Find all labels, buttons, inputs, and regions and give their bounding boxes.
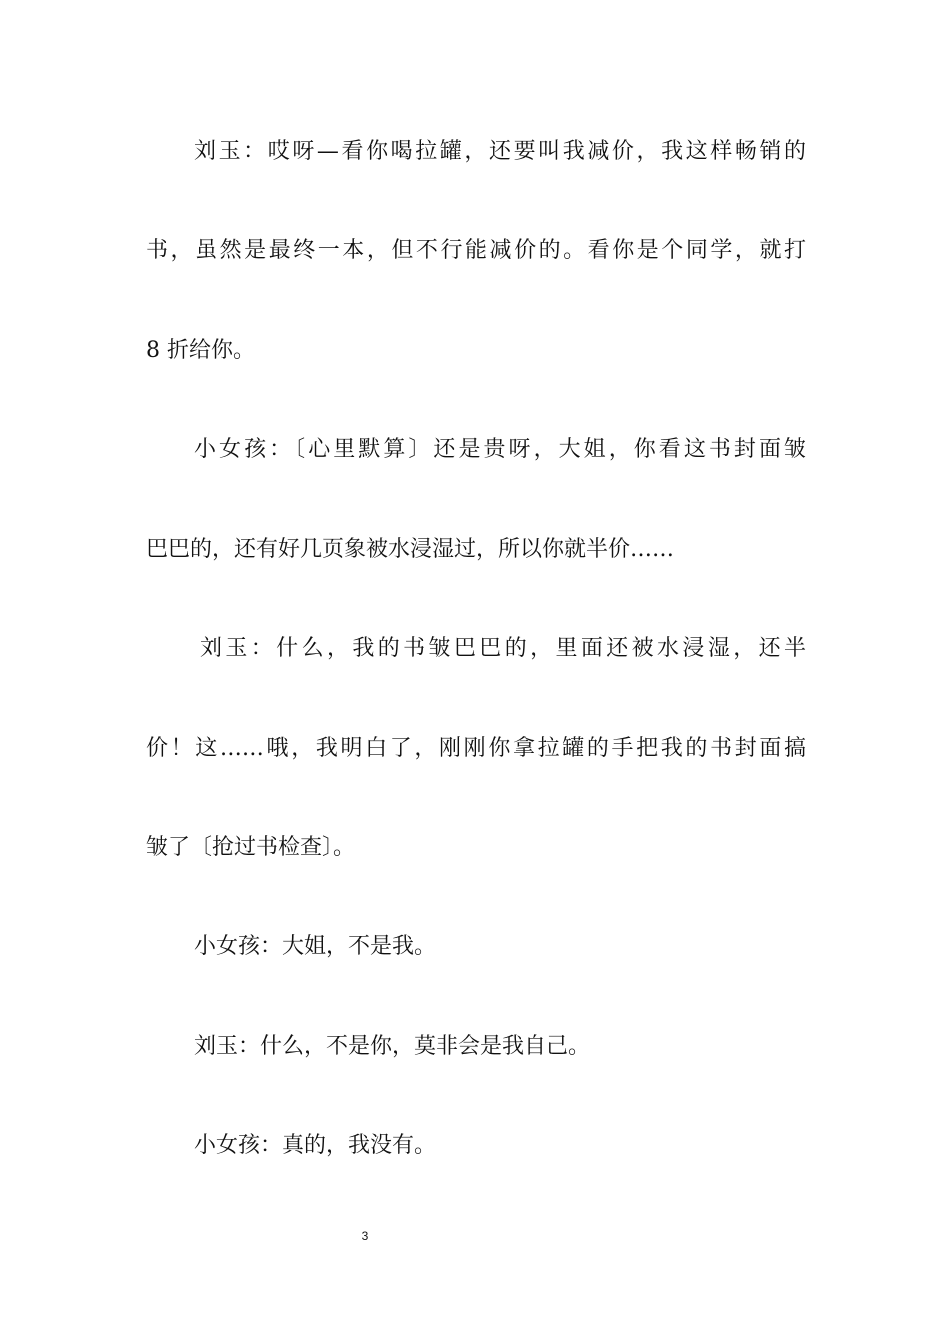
text-line: 小女孩：真的，我没有。 xyxy=(194,1133,437,1158)
text-line: 皱了〔抢过书检查〕。 xyxy=(146,835,356,860)
text-line: 价！这……哦，我明白了，刚刚你拿拉罐的手把我的书封面搞 xyxy=(146,736,806,761)
text-line: 8 折给你。 xyxy=(146,338,255,363)
text-line: 巴巴的，还有好几页象被水浸湿过，所以你就半价…… xyxy=(146,537,675,562)
page-number: 3 xyxy=(361,1229,369,1243)
text-line: 小女孩：大姐，不是我。 xyxy=(194,934,437,959)
text-line: 小女孩：〔心里默算〕还是贵呀，大姐，你看这书封面皱 xyxy=(194,437,806,462)
text-line: 刘玉：什么，我的书皱巴巴的，里面还被水浸湿，还半 xyxy=(200,636,806,661)
text-line: 刘玉：哎呀—看你喝拉罐，还要叫我减价，我这样畅销的 xyxy=(194,139,806,164)
text-line: 刘玉：什么，不是你，莫非会是我自己。 xyxy=(194,1034,591,1059)
text-line: 书，虽然是最终一本，但不行能减价的。看你是个同学，就打 xyxy=(146,238,806,263)
